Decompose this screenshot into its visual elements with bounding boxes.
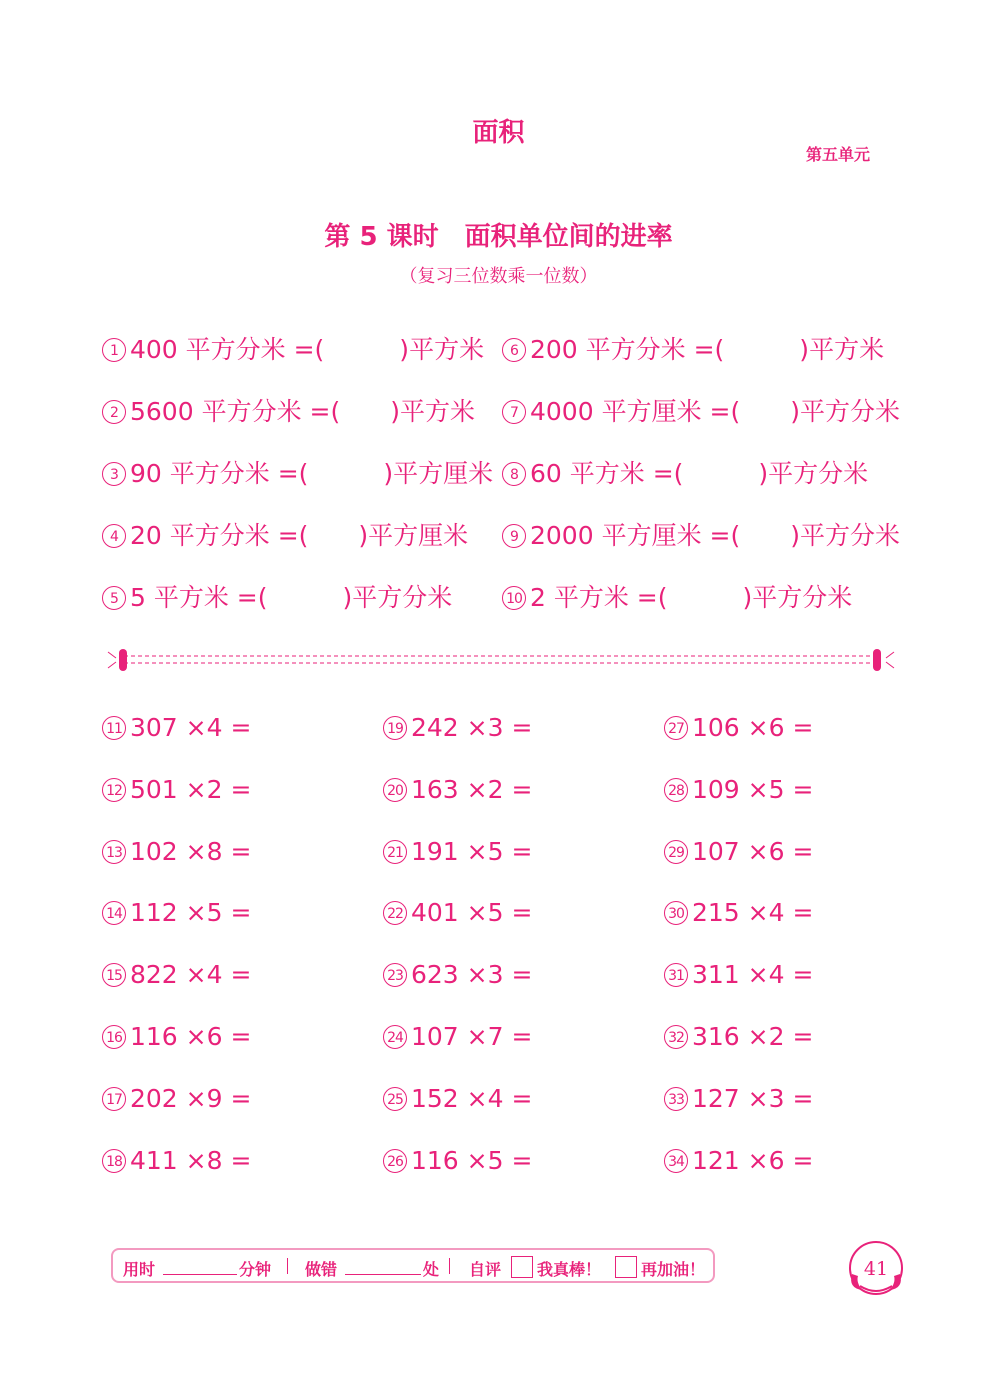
item-number: 19: [383, 716, 407, 740]
item-number: 23: [383, 963, 407, 987]
chapter-title: 面积: [472, 118, 525, 148]
separator: [449, 1258, 450, 1274]
places-label: 处: [423, 1260, 440, 1279]
section-divider: [106, 646, 896, 674]
multiplication-text: 116 ×5 =: [411, 1146, 533, 1175]
item-number: 4: [102, 524, 126, 548]
conversion-text: 90 平方分米 =( )平方厘米: [130, 459, 494, 488]
item-number: 1: [102, 338, 126, 362]
conversion-item: [102, 392, 475, 428]
great-label: 我真棒！: [537, 1260, 602, 1279]
keep-going-label: 再加油！: [641, 1260, 706, 1279]
self-eval-label: 自评: [469, 1260, 502, 1279]
multiplication-text: 107 ×7 =: [411, 1022, 533, 1051]
multiplication-item: [664, 1084, 813, 1113]
multiplication-text: 202 ×9 =: [130, 1084, 252, 1113]
multiplication-text: 107 ×6 =: [692, 837, 814, 866]
conversion-item: [102, 516, 468, 552]
multiplication-item: [383, 1146, 532, 1175]
conversion-item: [102, 578, 452, 614]
unit-label: 第五单元: [806, 145, 871, 164]
great-checkbox[interactable]: [511, 1256, 533, 1278]
multiplication-text: 307 ×4 =: [130, 713, 252, 742]
conversion-text: 5600 平方分米 =( )平方米: [130, 397, 475, 426]
multiplication-text: 152 ×4 =: [411, 1084, 533, 1113]
item-number: 28: [664, 778, 688, 802]
item-number: 16: [102, 1025, 126, 1049]
multiplication-text: 411 ×8 =: [130, 1146, 252, 1175]
multiplication-text: 163 ×2 =: [411, 775, 533, 804]
item-number: 5: [102, 586, 126, 610]
multiplication-item: [383, 775, 532, 804]
item-number: 32: [664, 1025, 688, 1049]
multiplication-text: 215 ×4 =: [692, 898, 814, 927]
multiplication-text: 106 ×6 =: [692, 713, 814, 742]
multiplication-item: [102, 837, 251, 866]
errors-label: 做错: [305, 1260, 338, 1279]
item-number: 31: [664, 963, 688, 987]
item-number: 14: [102, 901, 126, 925]
multiplication-item: [664, 713, 813, 742]
conversion-text: 5 平方米 =( )平方分米: [130, 583, 453, 612]
multiplication-text: 121 ×6 =: [692, 1146, 814, 1175]
multiplication-text: 109 ×5 =: [692, 775, 814, 804]
multiplication-text: 102 ×8 =: [130, 837, 252, 866]
item-number: 12: [102, 778, 126, 802]
multiplication-item: [102, 960, 251, 989]
item-number: 25: [383, 1087, 407, 1111]
multiplication-text: 112 ×5 =: [130, 898, 252, 927]
conversion-text: 20 平方分米 =( )平方厘米: [130, 521, 469, 550]
item-number: 7: [502, 400, 526, 424]
multiplication-item: [664, 1146, 813, 1175]
multiplication-text: 401 ×5 =: [411, 898, 533, 927]
item-number: 13: [102, 840, 126, 864]
errors-blank[interactable]: [345, 1274, 421, 1275]
page-number: 41: [863, 1258, 889, 1280]
item-number: 21: [383, 840, 407, 864]
item-number: 33: [664, 1087, 688, 1111]
multiplication-item: [664, 1022, 813, 1051]
multiplication-item: [664, 775, 813, 804]
item-number: 9: [502, 524, 526, 548]
item-number: 8: [502, 462, 526, 486]
time-blank[interactable]: [163, 1274, 237, 1275]
multiplication-item: [102, 713, 251, 742]
multiplication-text: 316 ×2 =: [692, 1022, 814, 1051]
multiplication-text: 127 ×3 =: [692, 1084, 814, 1113]
item-number: 34: [664, 1149, 688, 1173]
item-number: 18: [102, 1149, 126, 1173]
item-number: 24: [383, 1025, 407, 1049]
multiplication-item: [383, 960, 532, 989]
conversion-item: [502, 454, 868, 490]
conversion-item: [102, 454, 493, 490]
item-number: 27: [664, 716, 688, 740]
multiplication-item: [102, 898, 251, 927]
lesson-subtitle: （复习三位数乘一位数）: [399, 266, 598, 287]
self-evaluation-bar: [111, 1248, 715, 1283]
item-number: 3: [102, 462, 126, 486]
item-number: 11: [102, 716, 126, 740]
multiplication-item: [383, 1022, 532, 1051]
keep-going-checkbox[interactable]: [615, 1256, 637, 1278]
item-number: 29: [664, 840, 688, 864]
multiplication-text: 822 ×4 =: [130, 960, 252, 989]
conversion-text: 60 平方米 =( )平方分米: [530, 459, 869, 488]
multiplication-text: 623 ×3 =: [411, 960, 533, 989]
conversion-text: 4000 平方厘米 =( )平方分米: [530, 397, 900, 426]
multiplication-item: [383, 898, 532, 927]
multiplication-item: [102, 1084, 251, 1113]
multiplication-text: 242 ×3 =: [411, 713, 533, 742]
conversion-text: 2 平方米 =( )平方分米: [530, 583, 853, 612]
item-number: 20: [383, 778, 407, 802]
conversion-text: 2000 平方厘米 =( )平方分米: [530, 521, 900, 550]
multiplication-item: [383, 713, 532, 742]
item-number: 26: [383, 1149, 407, 1173]
multiplication-item: [102, 1022, 251, 1051]
conversion-item: [502, 330, 884, 366]
item-number: 15: [102, 963, 126, 987]
item-number: 30: [664, 901, 688, 925]
conversion-text: 200 平方分米 =( )平方米: [530, 335, 885, 364]
conversion-item: [502, 392, 900, 428]
item-number: 6: [502, 338, 526, 362]
lesson-title: 第 5 课时 面积单位间的进率: [324, 222, 673, 252]
multiplication-text: 311 ×4 =: [692, 960, 814, 989]
conversion-item: [502, 516, 900, 552]
item-number: 17: [102, 1087, 126, 1111]
item-number: 2: [102, 400, 126, 424]
separator: [287, 1258, 288, 1274]
multiplication-item: [664, 960, 813, 989]
conversion-item: [502, 578, 852, 614]
conversion-item: [102, 330, 484, 366]
multiplication-item: [102, 1146, 251, 1175]
item-number: 10: [502, 586, 526, 610]
multiplication-text: 116 ×6 =: [130, 1022, 252, 1051]
multiplication-text: 501 ×2 =: [130, 775, 252, 804]
multiplication-item: [102, 775, 251, 804]
time-label: 用时: [123, 1260, 156, 1279]
minutes-label: 分钟: [239, 1260, 272, 1279]
multiplication-item: [383, 837, 532, 866]
multiplication-item: [664, 837, 813, 866]
page-number-badge: [846, 1238, 906, 1298]
multiplication-text: 191 ×5 =: [411, 837, 533, 866]
item-number: 22: [383, 901, 407, 925]
multiplication-item: [383, 1084, 532, 1113]
conversion-text: 400 平方分米 =( )平方米: [130, 335, 485, 364]
multiplication-item: [664, 898, 813, 927]
